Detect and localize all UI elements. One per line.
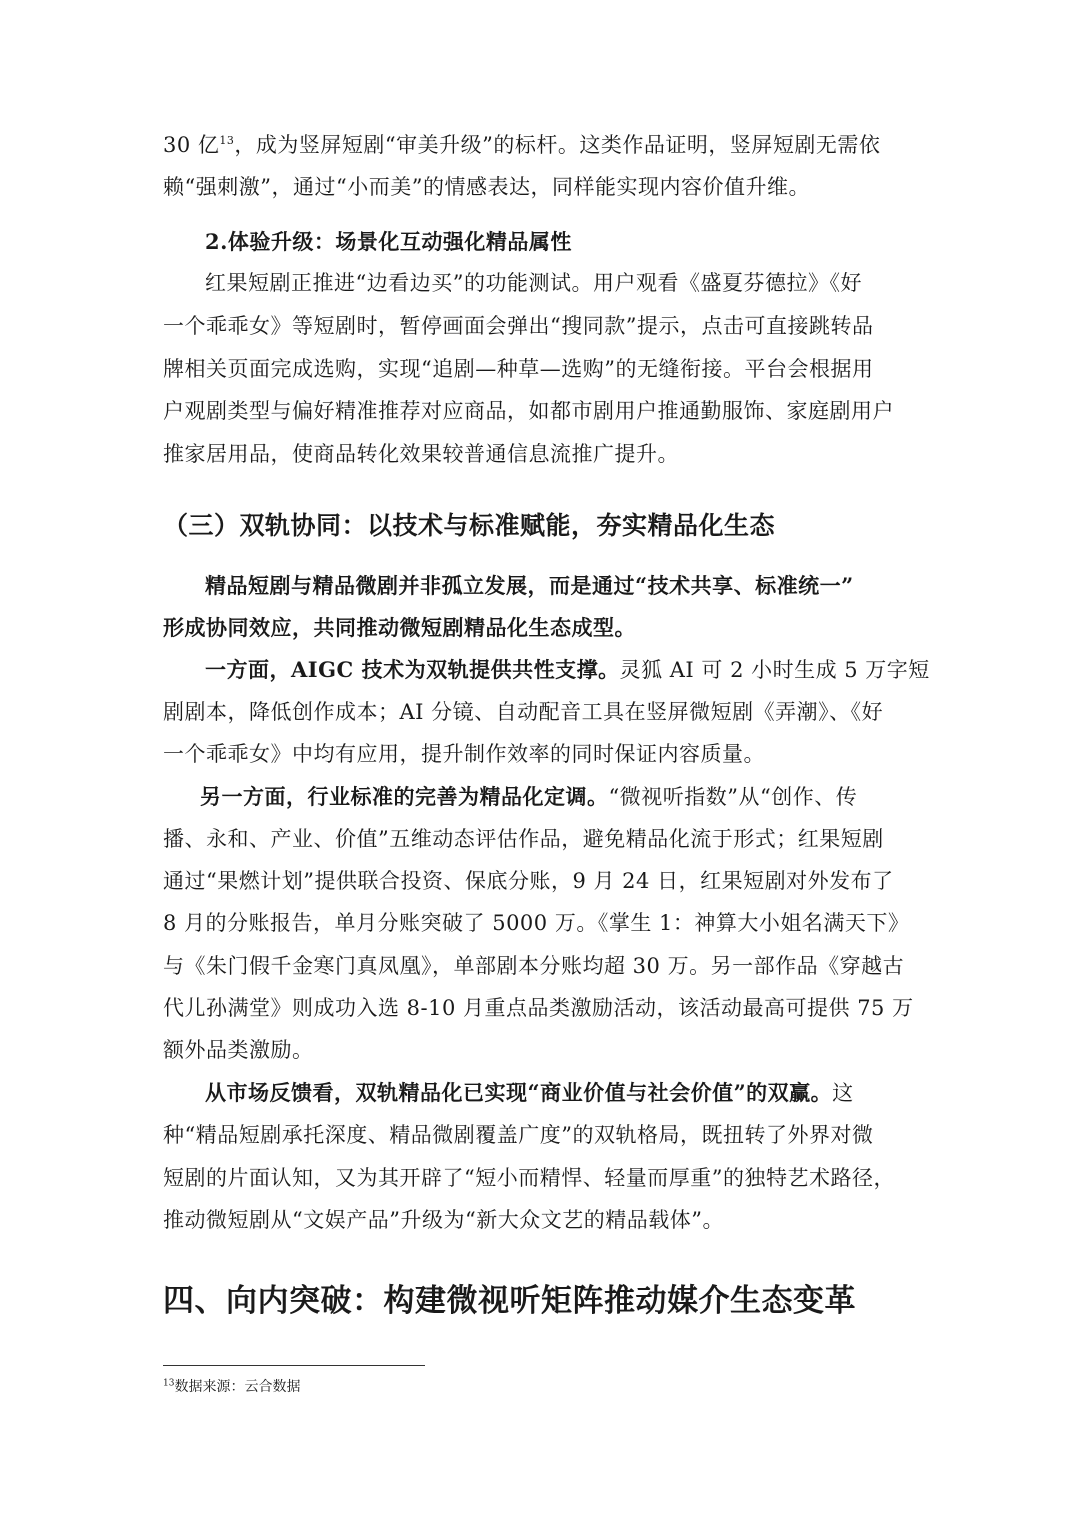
paragraph-line: 一个乖乖女》中均有应用，提升制作效率的同时保证内容质量。 — [163, 742, 765, 766]
paragraph-line — [200, 783, 857, 811]
paragraph-line: 8 月的分账报告，单月分账突破了 5000 万。《掌生 1：神算大小姐名满天下》 — [163, 911, 910, 935]
paragraph-line: 剧剧本，降低创作成本；AI 分镜、自动配音工具在竖屏微短剧《弄潮》、《好 — [163, 700, 884, 724]
text-fragment: “微视听指数”从“创作、传 — [608, 785, 858, 809]
paragraph-line: 形成协同效应，共同推动微短剧精品化生态成型。 — [163, 615, 636, 640]
paragraph-line: 推动微短剧从“文娱产品”升级为“新大众文艺的精品载体”。 — [163, 1208, 724, 1232]
paragraph-line: 通过“果燃计划”提供联合投资、保底分账，9 月 24 日，红果短剧对外发布了 — [163, 869, 894, 893]
text-fragment: 这 — [832, 1081, 854, 1105]
paragraph-line: 赖“强刺激”，通过“小而美”的情感表达，同样能实现内容价值升维。 — [163, 175, 810, 199]
paragraph-line: 播、永和、产业、价值”五维动态评估作品，避免精品化流于形式；红果短剧 — [163, 827, 884, 851]
bold-lead: 一方面，AIGC 技术为双轨提供共性支撑。 — [205, 657, 620, 682]
subheading: 2.体验升级：场景化互动强化精品属性 — [205, 229, 572, 254]
paragraph-line: 短剧的片面认知，又为其开辟了“短小而精悍、轻量而厚重”的独特艺术路径， — [163, 1166, 895, 1190]
paragraph-line: 一个乖乖女》等短剧时，暂停画面会弹出“搜同款”提示，点击可直接跳转品 — [163, 314, 874, 338]
paragraph-line — [205, 1079, 854, 1107]
paragraph-line — [205, 656, 930, 684]
bold-lead: 从市场反馈看，双轨精品化已实现“商业价值与社会价值”的双赢。 — [205, 1080, 833, 1105]
footnote-number: 13 — [163, 1378, 175, 1389]
footnote-separator — [163, 1365, 425, 1366]
paragraph-line: 代儿孙满堂》则成功入选 8-10 月重点品类激励活动，该活动最高可提供 75 万 — [163, 996, 914, 1020]
footnote-text: 数据来源：云合数据 — [174, 1379, 301, 1395]
bold-lead: 另一方面，行业标准的完善为精品化定调。 — [200, 784, 609, 809]
paragraph-line: 种“精品短剧承托深度、精品微剧覆盖广度”的双轨格局，既扭转了外界对微 — [163, 1123, 874, 1147]
paragraph-line: 额外品类激励。 — [163, 1038, 314, 1062]
text-fragment: ，成为竖屏短剧“审美升级”的标杆。这类作品证明，竖屏短剧无需依 — [234, 133, 881, 157]
chapter-heading: 四、向内突破：构建微视听矩阵推动媒介生态变革 — [163, 1283, 856, 1319]
paragraph-line: 红果短剧正推进“边看边买”的功能测试。用户观看《盛夏芬德拉》《好 — [205, 271, 862, 295]
paragraph-line: 推家居用品，使商品转化效果较普通信息流推广提升。 — [163, 442, 679, 466]
paragraph-line: 与《朱门假千金寒门真凤凰》，单部剧本分账均超 30 万。另一部作品《穿越古 — [163, 954, 905, 978]
section-heading: （三）双轨协同：以技术与标准赋能，夯实精品化生态 — [163, 511, 776, 540]
footnote — [163, 1377, 300, 1397]
paragraph-line: 牌相关页面完成选购，实现“追剧—种草—选购”的无缝衔接。平台会根据用 — [163, 357, 874, 381]
paragraph-line: 精品短剧与精品微剧并非孤立发展，而是通过“技术共享、标准统一” — [205, 573, 854, 598]
footnote-reference[interactable]: 13 — [219, 134, 235, 147]
paragraph-line — [163, 131, 880, 159]
text-fragment: 灵狐 AI 可 2 小时生成 5 万字短 — [619, 658, 930, 682]
paragraph-line: 户观剧类型与偏好精准推荐对应商品，如都市剧用户推通勤服饰、家庭剧用户 — [163, 399, 894, 423]
text-fragment: 30 亿 — [163, 133, 220, 157]
